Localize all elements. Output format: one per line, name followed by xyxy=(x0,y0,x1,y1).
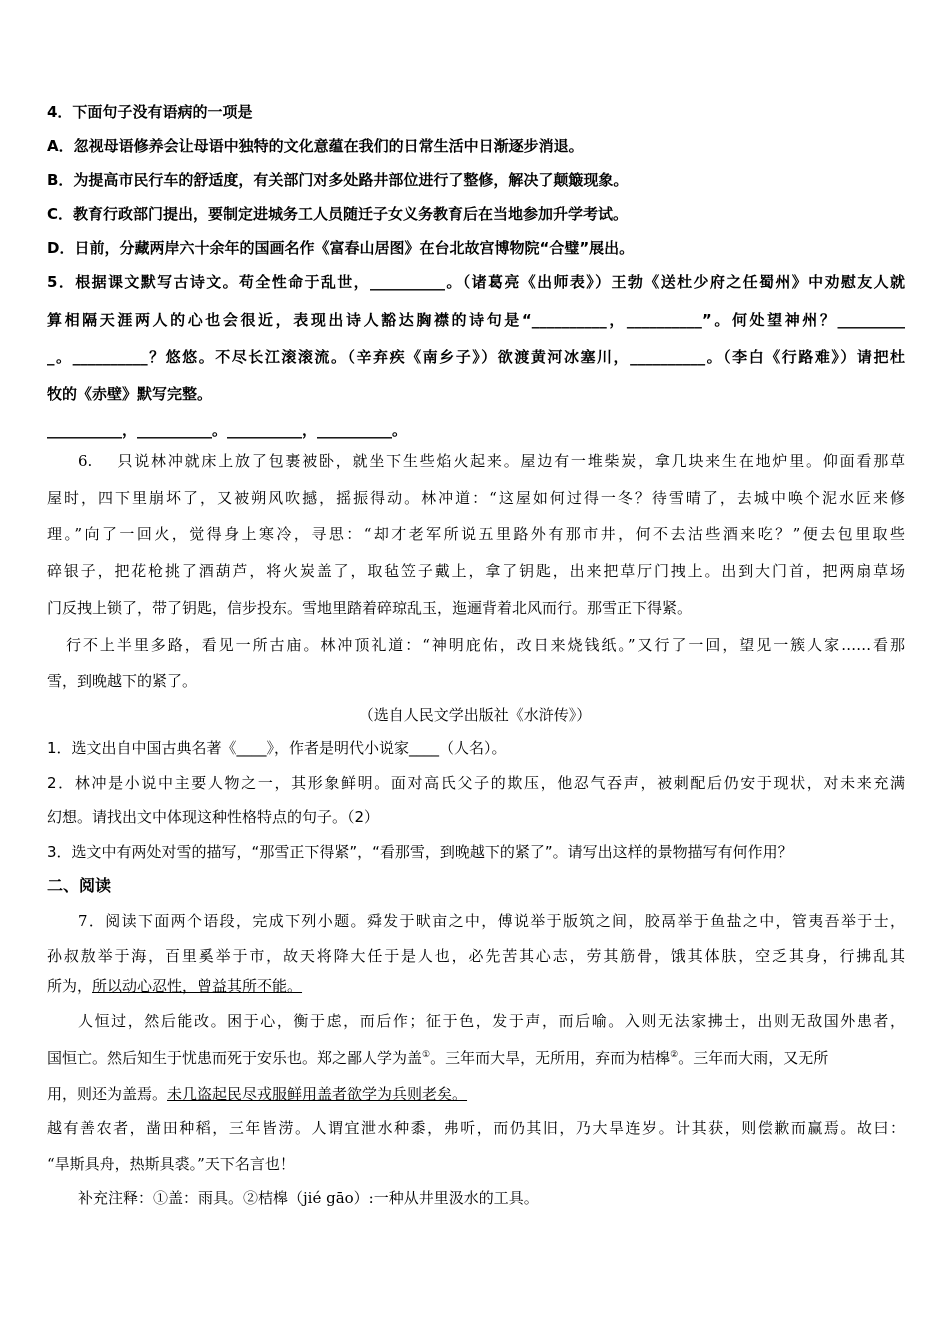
q5-answer-blanks: __________，__________。__________，__________。 xyxy=(47,421,408,439)
passage-line: 行不上半里多路，看见一所古庙。林冲顶礼道：“神明庇佑，改日来烧钱纸。”又行了一回，望见一簇人家……看那 xyxy=(66,636,905,654)
footnote-marker: ① xyxy=(422,1050,431,1060)
footnote-marker: ② xyxy=(670,1050,679,1060)
q6-sub-question-1: 1．选文出自中国古典名著《____》，作者是明代小说家____（人名）。 xyxy=(47,739,507,757)
passage-line xyxy=(47,1084,905,1104)
q6-sub-question-2-cont: 幻想。请找出文中体现这种性格特点的句子。（2） xyxy=(47,808,380,826)
passage-line xyxy=(47,1048,905,1068)
passage-line xyxy=(47,976,905,996)
q4-option-a: A．忽视母语修养会让母语中独特的文化意蕴在我们的日常生活中日渐逐步消退。 xyxy=(47,137,584,155)
q4-option-b: B．为提高市民行车的舒适度，有关部门对多处路井部位进行了整修，解决了颠簸现象。 xyxy=(47,171,629,189)
section-heading: 二、阅读 xyxy=(47,876,112,895)
text: 。三年而大雨，又无所 xyxy=(678,1049,829,1067)
passage-source: （选自人民文学出版社《水浒传》） xyxy=(358,706,592,724)
passage-line: 碎银子，把花枪挑了酒葫芦，将火炭盖了，取毡笠子戴上，拿了钥匙，出来把草厅门拽上。出到大门首，把两扇草场 xyxy=(47,562,905,580)
underlined-sentence: 未几盗起民尽戎服鲜用盖者欲学为兵则老矣。 xyxy=(167,1085,468,1103)
text: 用，则还为盖焉。 xyxy=(47,1085,168,1103)
q6-sub-question-3: 3．选文中有两处对雪的描写，“那雪正下得紧”，“看那雪，到晚越下的紧了”。请写出这样的景物描写有何作用？ xyxy=(47,843,793,861)
q6-sub-question-2: 2．林冲是小说中主要人物之一，其形象鲜明。面对高氏父子的欺压，他忍气吞声，被刺配后仍安于现状，对未来充满 xyxy=(47,774,905,792)
q5-line: _。__________？悠悠。不尽长江滚滚流。（辛弃疾《南乡子》）欲渡黄河冰塞川，__________。（李白《行路难》）请把杜 xyxy=(47,348,905,366)
text: 所为， xyxy=(47,977,93,995)
passage-line: 孙叔敖举于海，百里奚举于市，故天将降大任于是人也，必先苦其心志，劳其筋骨，饿其体肤，空乏其身，行拂乱其 xyxy=(47,947,905,965)
passage-line: 人恒过，然后能改。困于心，衡于虑，而后作；征于色，发于声，而后喻。入则无法家拂士，出则无敌国外患者， xyxy=(78,1012,905,1030)
passage-line: 屋时，四下里崩坏了，又被朔风吹撼，摇振得动。林冲道：“这屋如何过得一冬？待雪晴了，去城中唤个泥水匠来修 xyxy=(47,489,905,507)
q4-option-c: C．教育行政部门提出，要制定进城务工人员随迁子女义务教育后在当地参加升学考试。 xyxy=(47,205,629,223)
underlined-sentence: 所以动心忍性，曾益其所不能。 xyxy=(92,977,303,995)
q5-line: 牧的《赤壁》默写完整。 xyxy=(47,385,213,403)
passage-line: “旱斯具舟，热斯具裘。”天下名言也！ xyxy=(47,1155,295,1173)
q4-option-d: D．日前，分藏两岸六十余年的国画名作《富春山居图》在台北故宫博物院“合璧”展出。 xyxy=(47,239,635,257)
passage-line: 6. 只说林冲就床上放了包裹被卧，就坐下生些焰火起来。屋边有一堆柴炭，拿几块来生在地炉里。仰面看那草 xyxy=(78,452,905,470)
q5-line: 5．根据课文默写古诗文。苟全性命于乱世，__________。（诸葛亮《出师表》）王勃《送杜少府之任蜀州》中劝慰友人就 xyxy=(47,273,905,291)
passage-line: 门反拽上锁了，带了钥匙，信步投东。雪地里踏着碎琼乱玉，迤逦背着北风而行。那雪正下得紧。 xyxy=(47,599,693,617)
q5-line: 算相隔天涯两人的心也会很近，表现出诗人豁达胸襟的诗句是“__________，__________”。何处望神州？_________ xyxy=(47,311,905,329)
text: 。三年而大旱，无所用，弃而为桔槔 xyxy=(430,1049,671,1067)
passage-line: 雪，到晚越下的紧了。 xyxy=(47,672,198,690)
text: 国恒亡。然后知生于忧患而死于安乐也。郑之鄙人学为盖 xyxy=(47,1049,423,1067)
footnote: 补充注释：①盖：雨具。②桔槔（jié gāo）:一种从井里汲水的工具。 xyxy=(78,1189,539,1207)
passage-line: 7．阅读下面两个语段，完成下列小题。舜发于畎亩之中，傅说举于版筑之间，胶鬲举于鱼盐之中，管夷吾举于士， xyxy=(78,912,905,930)
passage-line: 理。”向了一回火，觉得身上寒冷，寻思：“却才老军所说五里路外有那市井，何不去沽些酒来吃？”便去包里取些 xyxy=(47,525,905,543)
passage-line: 越有善农者，凿田种稻，三年皆涝。人谓宜泄水种黍，弗听，而仍其旧，乃大旱连岁。计其获，则偿歉而赢焉。故曰： xyxy=(47,1119,905,1137)
q4-stem: 4．下面句子没有语病的一项是 xyxy=(47,103,253,121)
